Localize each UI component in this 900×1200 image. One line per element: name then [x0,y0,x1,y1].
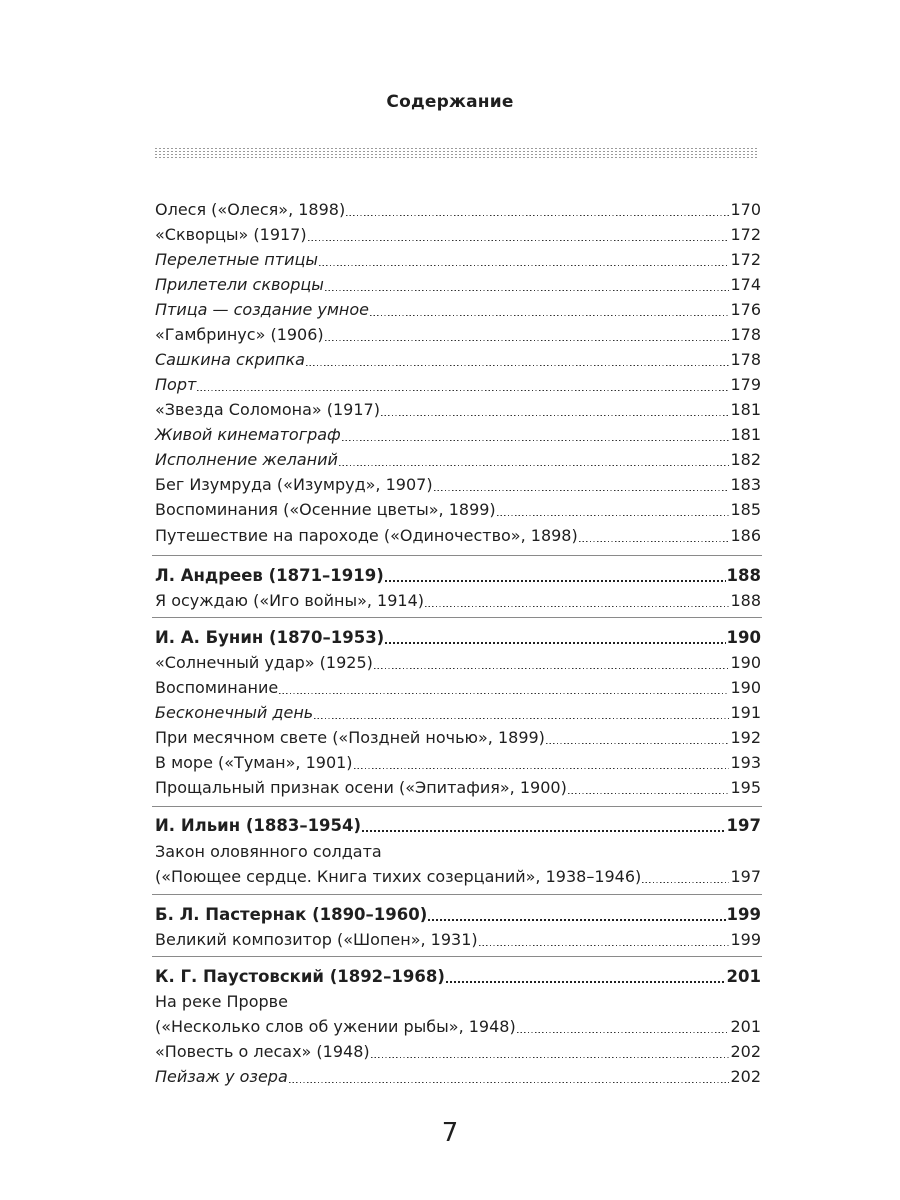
toc-entry-row[interactable] [155,423,761,447]
toc-entry-title: Перелетные птицы [155,250,318,269]
toc-entry-title: При месячном свете («Поздней ночью», 1899) [155,728,545,747]
toc-page-number: 181 [730,400,761,419]
toc-entry-title: Прощальный признак осени («Эпитафия», 1900) [155,778,567,797]
toc-page-number: 179 [730,375,761,394]
dot-leader [385,580,726,582]
dot-leader [434,490,730,491]
toc-page-number: 182 [730,450,761,469]
toc-entry-row[interactable] [155,223,761,247]
toc-entry-title: Бесконечный день [155,703,314,722]
dot-leader [385,642,725,644]
toc-author-row[interactable] [155,814,761,838]
toc-page-number: 192 [730,728,761,747]
toc-entry-row[interactable] [155,398,761,422]
toc-page-number: 183 [730,475,761,494]
toc-page-number: 190 [726,628,761,647]
toc-entry-title: Великий композитор («Шопен», 1931) [155,930,478,949]
toc-entry-title: Птица — создание умное [155,300,369,319]
toc-page-number: 178 [730,350,761,369]
toc-entry-title: К. Г. Паустовский (1892–1968) [155,967,445,986]
toc-author-row[interactable] [155,564,761,588]
toc-page-number: 170 [730,200,761,219]
toc-entry-row[interactable] [155,273,761,297]
toc-entry-title: Закон оловянного солдата [155,842,382,861]
toc-page-number: 199 [726,905,761,924]
dot-leader [425,606,729,607]
toc-entry-title: Воспоминание [155,678,279,697]
toc-entry-title: Живой кинематограф [155,425,341,444]
toc-entry-title: В море («Туман», 1901) [155,753,353,772]
dot-leader [306,365,729,366]
toc-entry-row[interactable] [155,473,761,497]
dot-leader [325,290,730,291]
toc-entry-row[interactable] [155,676,761,700]
toc-page-number: 197 [730,867,761,886]
toc-entry-row[interactable] [155,1015,761,1039]
toc-page-number: 176 [730,300,761,319]
toc-entry-row[interactable] [155,323,761,347]
section-divider [152,555,762,556]
toc-entry-title: И. А. Бунин (1870–1953) [155,628,385,647]
page-title: Содержание [386,92,514,112]
dot-leader [428,919,725,921]
dot-leader [346,215,729,216]
dot-leader [279,693,729,694]
toc-entry-title: «Гамбринус» (1906) [155,325,324,344]
toc-page-number: 178 [730,325,761,344]
toc-page-number: 199 [730,930,761,949]
section-divider [152,956,762,957]
toc-entry-title: На реке Прорве [155,992,288,1011]
toc-entry-title: Прилетели скворцы [155,275,324,294]
toc-page-number: 202 [730,1042,761,1061]
toc-page-number: 172 [730,250,761,269]
dot-leader [354,768,730,769]
toc-entry-row[interactable] [155,589,761,613]
toc-entry-row[interactable] [155,248,761,272]
toc-entry-title: Бег Изумруда («Изумруд», 1907) [155,475,433,494]
dot-leader [497,515,730,516]
toc-entry-row[interactable] [155,348,761,372]
section-divider [152,894,762,895]
dot-leader [371,1057,730,1058]
dot-leader [370,315,729,316]
toc-entry-row[interactable] [155,198,761,222]
toc-page-number: 202 [730,1067,761,1086]
toc-entry-row[interactable] [155,840,761,864]
toc-page-number: 201 [730,1017,761,1036]
toc-entry-title: Сашкина скрипка [155,350,305,369]
dot-leader [325,340,730,341]
toc-entry-row[interactable] [155,1065,761,1089]
toc-page-number: 185 [730,500,761,519]
dot-leader [289,1082,730,1083]
toc-entry-title: Я осуждаю («Иго войны», 1914) [155,591,425,610]
toc-author-row[interactable] [155,965,761,989]
dot-leader [579,541,730,542]
toc-entry-row[interactable] [155,776,761,800]
toc-entry-row[interactable] [155,726,761,750]
toc-entry-row[interactable] [155,990,761,1014]
dot-leader [308,240,730,241]
toc-author-row[interactable] [155,903,761,927]
dot-leader [517,1032,730,1033]
toc-entry-title: Воспоминания («Осенние цветы», 1899) [155,500,496,519]
toc-entry-row[interactable] [155,651,761,675]
toc-entry-title: («Поющее сердце. Книга тихих созерцаний», 1938–1946) [155,867,642,886]
section-divider [152,617,762,618]
toc-entry-row[interactable] [155,298,761,322]
toc-entry-title: Б. Л. Пастернак (1890–1960) [155,905,428,924]
toc-page-number: 191 [730,703,761,722]
dot-leader [339,465,730,466]
toc-page-number: 201 [726,967,761,986]
toc-entry-row[interactable] [155,498,761,522]
toc-entry-title: Пейзаж у озера [155,1067,288,1086]
toc-entry-row[interactable] [155,448,761,472]
toc-entry-title: «Звезда Соломона» (1917) [155,400,380,419]
toc-entry-row[interactable] [155,928,761,952]
dot-leader [342,440,730,441]
toc-page-number: 188 [730,591,761,610]
toc-page-number: 188 [726,566,761,585]
toc-entry-title: «Солнечный удар» (1925) [155,653,373,672]
toc-entry-row[interactable] [155,1040,761,1064]
toc-entry-title: «Скворцы» (1917) [155,225,307,244]
dot-leader [381,415,729,416]
toc-entry-row[interactable] [155,865,761,889]
toc-page-number: 181 [730,425,761,444]
toc-page-number: 174 [730,275,761,294]
toc-entry-row[interactable] [155,524,761,548]
toc-entry-title: «Повесть о лесах» (1948) [155,1042,370,1061]
toc-entry-title: Порт [155,375,197,394]
toc-entry-title: Путешествие на пароходе («Одиночество», 1898) [155,526,578,545]
toc-entry-row[interactable] [155,701,761,725]
toc-page-number: 190 [730,678,761,697]
toc-entry-title: Исполнение желаний [155,450,338,469]
header-rule [155,148,758,160]
dot-leader [446,981,726,983]
toc-page-number: 172 [730,225,761,244]
toc-entry-row[interactable] [155,751,761,775]
dot-leader [362,830,726,832]
dot-leader [374,668,730,669]
dot-leader [546,743,730,744]
toc-author-row[interactable] [155,626,761,650]
dot-leader [642,882,729,883]
section-divider [152,806,762,807]
dot-leader [197,390,729,391]
toc-page-number: 190 [730,653,761,672]
dot-leader [314,718,729,719]
toc-page-number: 195 [730,778,761,797]
toc-page-number: 186 [730,526,761,545]
page-number: 7 [441,1118,459,1148]
toc-entry-title: И. Ильин (1883–1954) [155,816,362,835]
dot-leader [479,945,730,946]
toc-page-number: 197 [726,816,761,835]
toc-page-number: 193 [730,753,761,772]
dot-leader [568,793,730,794]
toc-entry-row[interactable] [155,373,761,397]
toc-entry-title: («Несколько слов об ужении рыбы», 1948) [155,1017,516,1036]
dot-leader [319,265,729,266]
toc-entry-title: Олеся («Олеся», 1898) [155,200,346,219]
toc-entry-title: Л. Андреев (1871–1919) [155,566,384,585]
